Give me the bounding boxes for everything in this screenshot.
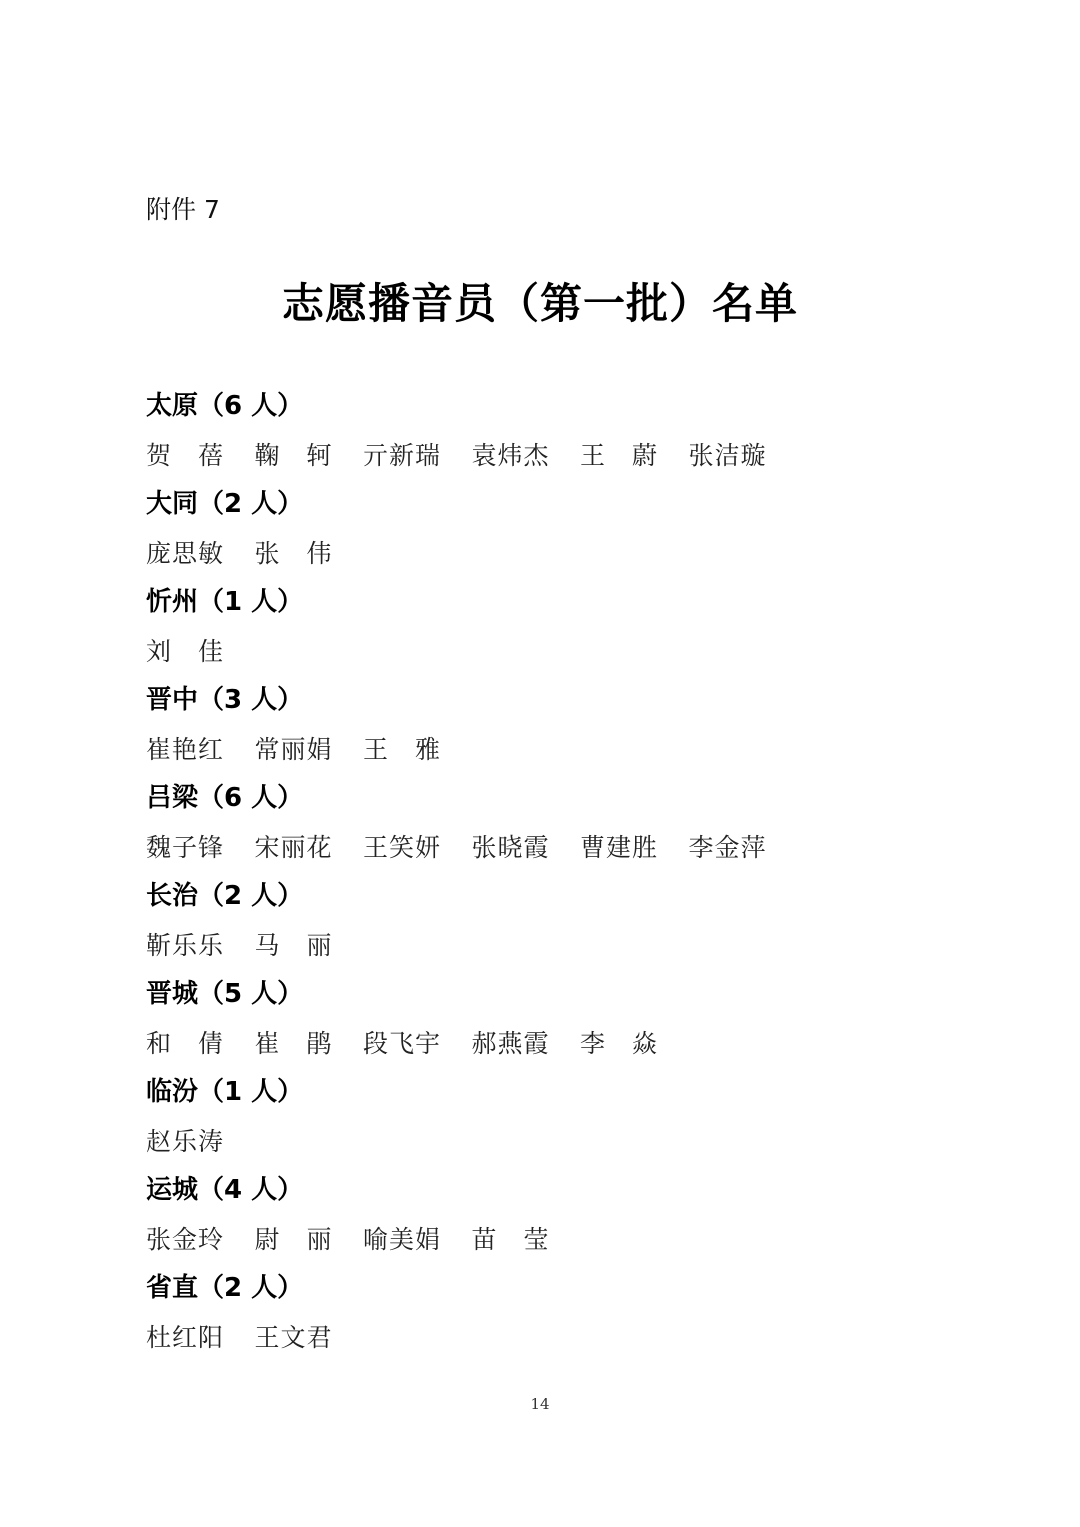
person-name: 张 伟 [254, 539, 333, 568]
document-title: 志愿播音员（第一批）名单 [281, 279, 798, 328]
person-name: 贺 蓓 [146, 441, 225, 470]
names-row [146, 529, 946, 578]
region-section [146, 578, 946, 676]
person-name: 庞思敏 [146, 539, 225, 568]
person-name: 刘 佳 [146, 637, 225, 666]
person-name: 张晓霞 [471, 833, 550, 862]
region-heading: 吕梁（6 人） [146, 783, 304, 813]
person-name: 和 倩 [146, 1029, 225, 1058]
person-name: 段飞宇 [363, 1029, 442, 1058]
person-name: 袁炜杰 [471, 441, 550, 470]
names-row [146, 725, 946, 774]
region-section [146, 872, 946, 970]
region-heading: 晋城（5 人） [146, 979, 304, 1009]
region-section [146, 774, 946, 872]
region-heading: 大同（2 人） [146, 489, 304, 519]
page-number: 14 [530, 1395, 550, 1413]
person-name: 宋丽花 [254, 833, 333, 862]
names-row [146, 627, 946, 676]
person-name: 王 雅 [363, 735, 442, 764]
names-row [146, 1313, 946, 1362]
person-name: 喻美娟 [363, 1225, 442, 1254]
names-row [146, 1117, 946, 1166]
person-name: 李 焱 [580, 1029, 659, 1058]
person-name: 尉 丽 [254, 1225, 333, 1254]
person-name: 崔 鹃 [254, 1029, 333, 1058]
person-name: 常丽娟 [254, 735, 333, 764]
region-heading: 晋中（3 人） [146, 685, 304, 715]
region-section [146, 970, 946, 1068]
person-name: 曹建胜 [580, 833, 659, 862]
person-name: 王文君 [254, 1323, 333, 1352]
person-name: 崔艳红 [146, 735, 225, 764]
region-section [146, 676, 946, 774]
person-name: 赵乐涛 [146, 1127, 225, 1156]
region-section [146, 480, 946, 578]
region-section [146, 1068, 946, 1166]
region-section [146, 1264, 946, 1362]
person-name: 魏子锋 [146, 833, 225, 862]
person-name: 杜红阳 [146, 1323, 225, 1352]
region-heading: 忻州（1 人） [146, 587, 304, 617]
region-heading: 临汾（1 人） [146, 1077, 304, 1107]
region-section [146, 1166, 946, 1264]
names-row [146, 431, 946, 480]
region-section [146, 382, 946, 480]
names-row [146, 823, 946, 872]
names-row [146, 921, 946, 970]
region-heading: 长治（2 人） [146, 881, 304, 911]
person-name: 马 丽 [254, 931, 333, 960]
region-heading: 太原（6 人） [146, 391, 304, 421]
person-name: 郝燕霞 [471, 1029, 550, 1058]
person-name: 张金玲 [146, 1225, 225, 1254]
person-name: 靳乐乐 [146, 931, 225, 960]
names-row [146, 1019, 946, 1068]
person-name: 王笑妍 [363, 833, 442, 862]
person-name: 苗 莹 [471, 1225, 550, 1254]
person-name: 亓新瑞 [363, 441, 442, 470]
attachment-label: 附件 7 [146, 195, 220, 224]
person-name: 鞠 轲 [254, 441, 333, 470]
names-row [146, 1215, 946, 1264]
region-heading: 运城（4 人） [146, 1175, 304, 1205]
person-name: 王 蔚 [580, 441, 659, 470]
region-heading: 省直（2 人） [146, 1273, 304, 1303]
person-name: 李金萍 [688, 833, 767, 862]
name-list [146, 382, 946, 1362]
person-name: 张洁璇 [688, 441, 767, 470]
